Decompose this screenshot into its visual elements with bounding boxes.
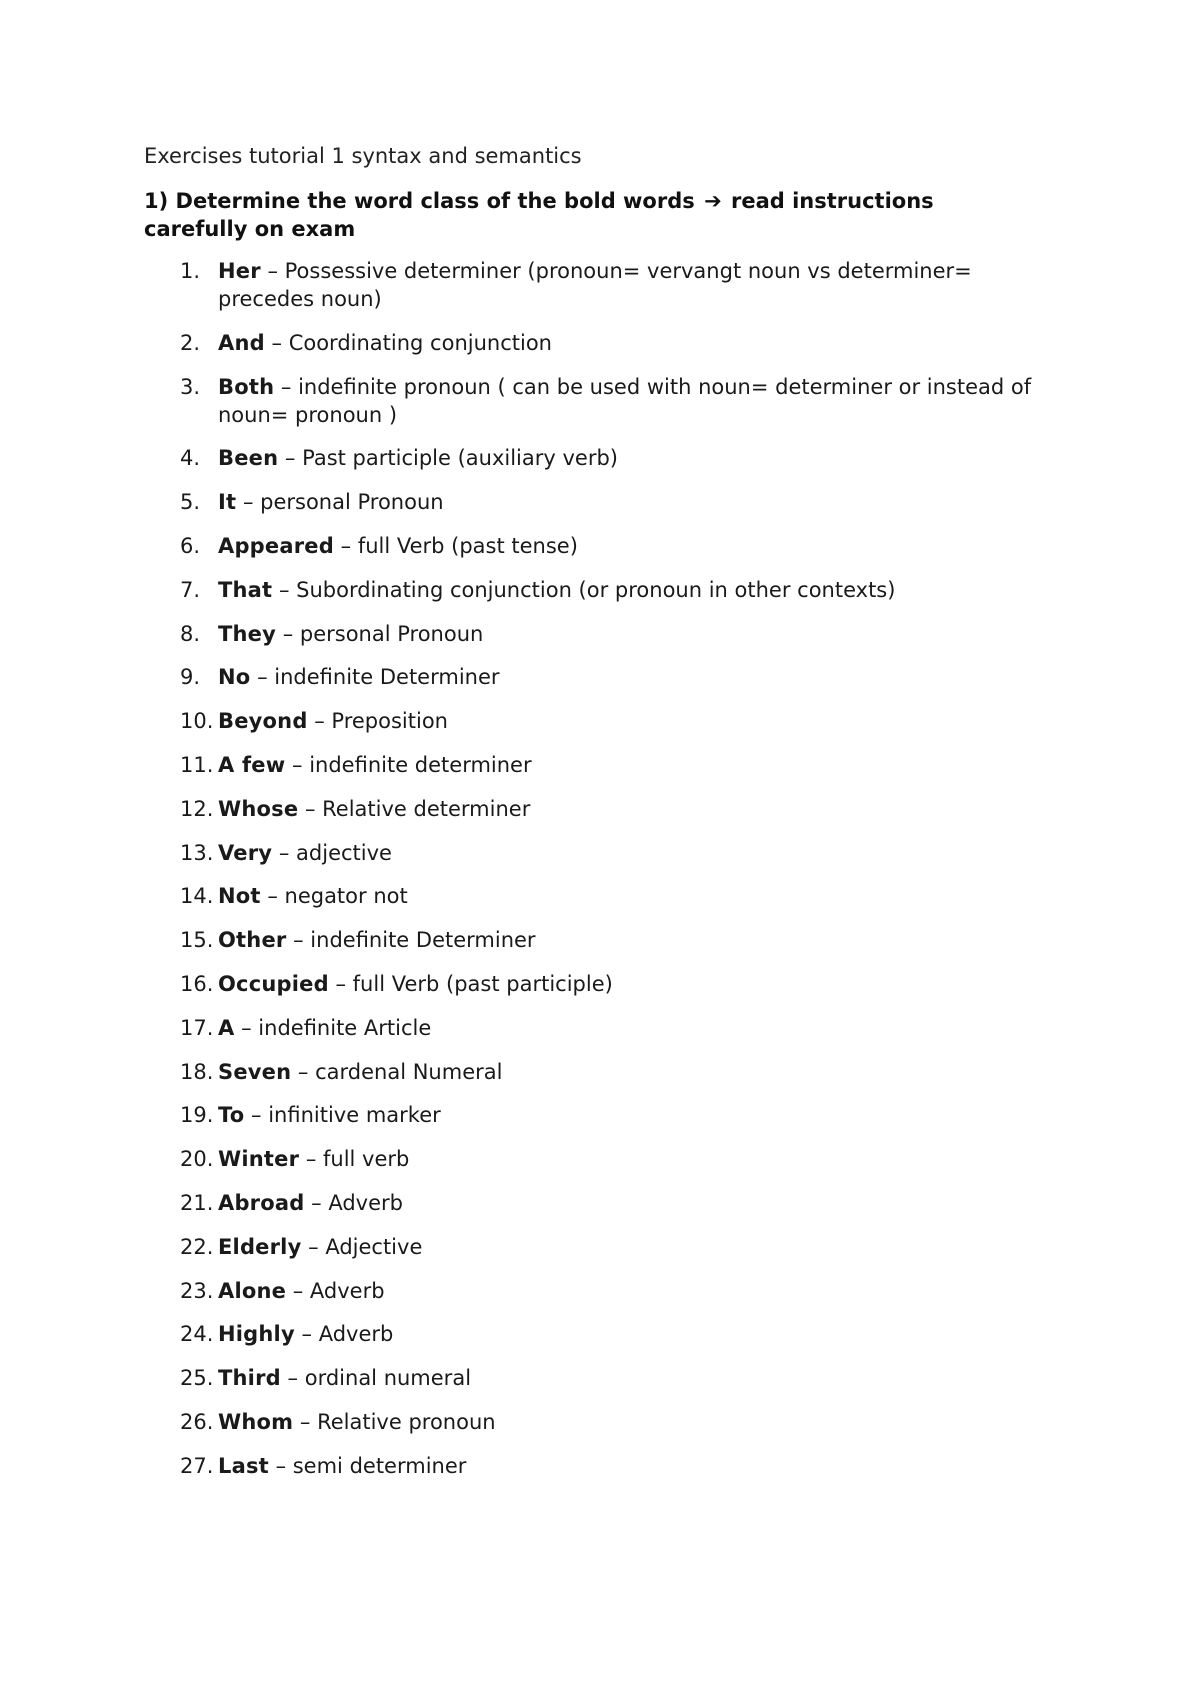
list-item — [180, 1233, 1060, 1261]
list-item-description: – Relative pronoun — [293, 1409, 496, 1434]
list-item-term: Both — [218, 374, 275, 399]
list-item-term: Whose — [218, 796, 299, 821]
list-item-description: – adjective — [272, 840, 392, 865]
list-item-description: – cardenal Numeral — [291, 1059, 503, 1084]
list-item — [180, 1058, 1060, 1086]
list-item-number: 4. — [180, 446, 201, 471]
list-item-term: Appeared — [218, 533, 334, 558]
section-heading-text: 1) Determine the word class of the bold words — [144, 189, 695, 213]
list-item — [180, 329, 1060, 357]
list-item — [180, 1101, 1060, 1129]
list-item — [180, 795, 1060, 823]
list-item — [180, 576, 1060, 604]
list-item-term: Occupied — [218, 971, 329, 996]
list-item-description: – Adjective — [301, 1234, 423, 1259]
list-item-term: Not — [218, 884, 261, 909]
list-item-number: 17. — [180, 1015, 214, 1040]
list-item-description: – Subordinating conjunction (or pronoun in other contexts) — [272, 577, 896, 602]
list-item-number: 19. — [180, 1103, 214, 1128]
list-item-term: That — [218, 577, 273, 602]
list-item-term: Beyond — [218, 709, 308, 734]
list-item-term: A — [218, 1015, 235, 1040]
list-item — [180, 1452, 1060, 1480]
list-item-term: Seven — [218, 1059, 292, 1084]
list-item-term: Highly — [218, 1322, 295, 1347]
list-item-description: – Adverb — [294, 1322, 394, 1347]
list-item-number: 15. — [180, 928, 214, 953]
list-item-term: Winter — [218, 1147, 300, 1172]
list-item — [180, 970, 1060, 998]
list-item-term: Whom — [218, 1409, 294, 1434]
list-item-description: – personal Pronoun — [276, 621, 484, 646]
list-item-number: 7. — [180, 577, 201, 602]
list-item — [180, 926, 1060, 954]
list-item-number: 25. — [180, 1366, 214, 1391]
list-item-term: Last — [218, 1453, 269, 1478]
list-item — [180, 488, 1060, 516]
list-item-number: 2. — [180, 330, 201, 355]
list-item-description: – Adverb — [286, 1278, 385, 1303]
list-item-description: – semi determiner — [268, 1453, 467, 1478]
list-item-description: – indefinite Article — [234, 1015, 432, 1040]
list-item-number: 13. — [180, 840, 214, 865]
list-item — [180, 373, 1060, 429]
list-item-term: Elderly — [218, 1234, 302, 1259]
list-item — [180, 1408, 1060, 1436]
list-item-term: Very — [218, 840, 273, 865]
list-item — [180, 1320, 1060, 1348]
list-item — [180, 532, 1060, 560]
list-item-number: 18. — [180, 1059, 214, 1084]
list-item-term: To — [218, 1103, 245, 1128]
list-item-number: 6. — [180, 533, 201, 558]
answer-list — [180, 257, 1060, 1496]
list-item-number: 11. — [180, 752, 214, 777]
list-item-number: 20. — [180, 1147, 214, 1172]
list-item — [180, 1277, 1060, 1305]
list-item-term: A few — [218, 752, 286, 777]
list-item-term: Alone — [218, 1278, 287, 1303]
list-item — [180, 751, 1060, 779]
list-item-number: 21. — [180, 1190, 214, 1215]
list-item-description: – personal Pronoun — [236, 490, 444, 515]
list-item-number: 24. — [180, 1322, 214, 1347]
list-item-term: Been — [218, 446, 279, 471]
list-item-number: 22. — [180, 1234, 214, 1259]
list-item-description: – Past participle (auxiliary verb) — [278, 446, 618, 471]
list-item — [180, 707, 1060, 735]
list-item-description: – Coordinating conjunction — [264, 330, 552, 355]
list-item — [180, 882, 1060, 910]
list-item-number: 14. — [180, 884, 214, 909]
document-title: Exercises tutorial 1 syntax and semantics — [144, 144, 582, 168]
list-item-term: Third — [218, 1366, 281, 1391]
list-item-description: – indefinite Determiner — [250, 665, 500, 690]
list-item-term: Her — [218, 259, 261, 283]
list-item-number: 12. — [180, 796, 214, 821]
list-item — [180, 1189, 1060, 1217]
list-item — [180, 839, 1060, 867]
arrow-right-icon: ➔ — [704, 189, 722, 213]
list-item-number: 1. — [180, 259, 201, 283]
section-heading — [144, 187, 1044, 243]
list-item-term: It — [218, 490, 237, 515]
list-item-description: – Preposition — [307, 709, 448, 734]
list-item-number: 27. — [180, 1453, 214, 1478]
section-heading-instruction: read instructions carefully on exam — [144, 189, 934, 241]
list-item-number: 8. — [180, 621, 201, 646]
list-item — [180, 257, 1060, 313]
list-item-number: 23. — [180, 1278, 214, 1303]
list-item — [180, 1364, 1060, 1392]
list-item-term: Abroad — [218, 1190, 305, 1215]
list-item-description: – Possessive determiner (pronoun= vervangt noun vs determiner= precedes noun) — [218, 259, 972, 311]
list-item — [180, 663, 1060, 691]
list-item-description: – Adverb — [304, 1190, 403, 1215]
list-item-description: – ordinal numeral — [280, 1366, 472, 1391]
list-item-description: – full verb — [299, 1147, 410, 1172]
list-item-description: – full Verb (past participle) — [328, 971, 613, 996]
list-item-description: – full Verb (past tense) — [333, 533, 578, 558]
list-item — [180, 620, 1060, 648]
list-item-term: Other — [218, 928, 287, 953]
list-item-number: 9. — [180, 665, 201, 690]
list-item-description: – negator not — [260, 884, 408, 909]
list-item-number: 26. — [180, 1409, 214, 1434]
list-item-description: – infinitive marker — [244, 1103, 441, 1128]
list-item-number: 16. — [180, 971, 214, 996]
list-item — [180, 444, 1060, 472]
list-item-description: – indefinite determiner — [285, 752, 532, 777]
list-item-term: They — [218, 621, 277, 646]
list-item-term: No — [218, 665, 251, 690]
list-item — [180, 1145, 1060, 1173]
list-item-description: – indefinite Determiner — [286, 928, 536, 953]
list-item-number: 10. — [180, 709, 214, 734]
list-item-description: – Relative determiner — [298, 796, 531, 821]
list-item — [180, 1014, 1060, 1042]
list-item-term: And — [218, 330, 265, 355]
list-item-description: – indefinite pronoun ( can be used with noun= determiner or instead of noun= pronoun ) — [218, 374, 1032, 427]
list-item-number: 3. — [180, 374, 201, 399]
list-item-number: 5. — [180, 490, 201, 515]
